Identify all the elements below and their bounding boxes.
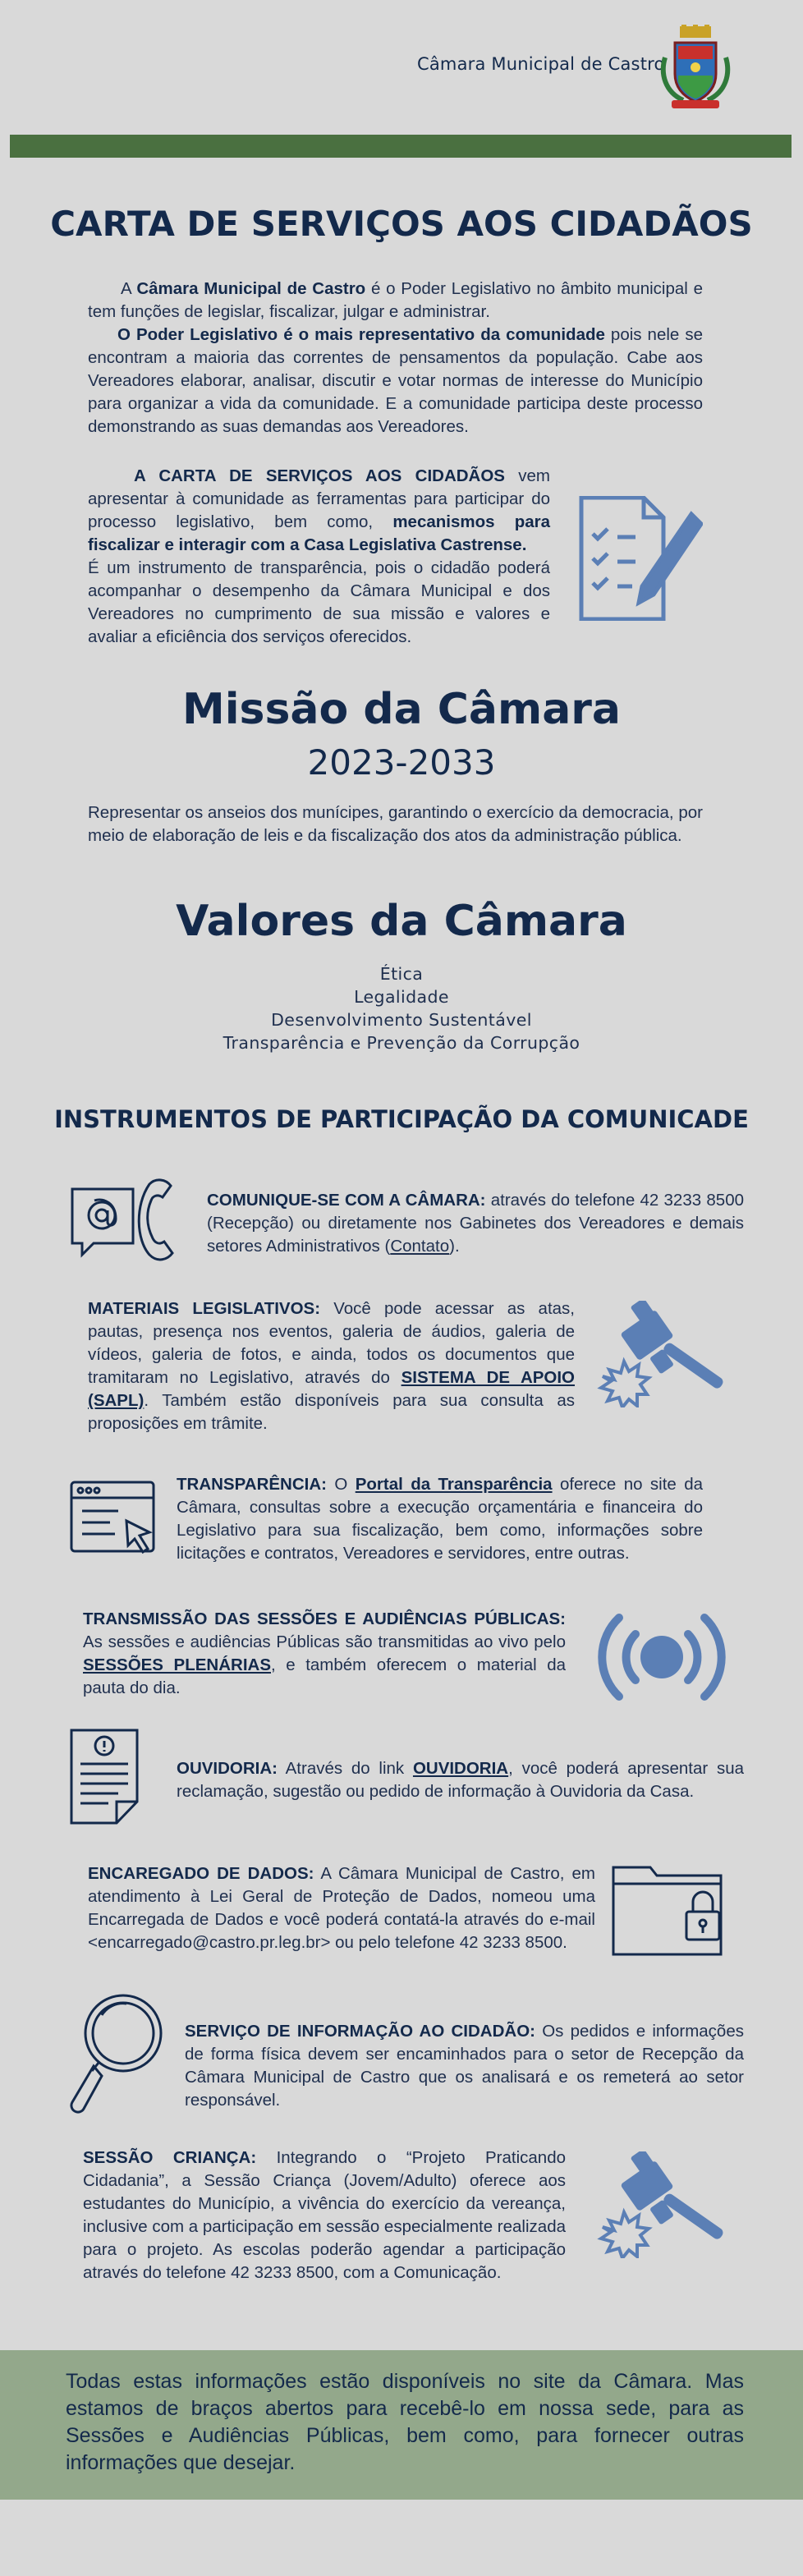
carta-paragraph [88, 465, 550, 649]
comunique-label: COMUNIQUE-SE COM A CÂMARA: [207, 1191, 486, 1210]
valor-item: Transparência e Prevenção da Corrupção [223, 1033, 580, 1053]
transparencia-end: oferece no site da Câmara, consultas sobre a execução orçamentária e financeira do Legislativo para sua fiscalização, bem como, informações sobre licitações e contratos, Vereadores e servidores, entre outras. [177, 1475, 703, 1563]
intro-p2-rest: pois nele se encontram a maioria das correntes de pensamentos da população. Cabe aos Vereadores elaborar, analisar, discutir e votar normas de interesse do Município para organizar a vida da comunidade. E a comunidade participa deste processo demonstrando as suas demandas aos Vereadores. [88, 325, 703, 436]
sapl-link[interactable]: SISTEMA DE APOIO (SAPL) [88, 1368, 576, 1410]
sic-body: Os pedidos e informações de forma física devem ser encaminhados para o setor de Recepção da Câmara Municipal de Castro que os analisará e os remeterá ao setor responsável. [185, 2022, 744, 2110]
missao-text: Representar os anseios dos munícipes, garantindo o exercício da democracia, por meio de elaboração de leis e da fiscalização dos atos da administração pública. [88, 803, 703, 845]
magnifier-icon [69, 1991, 167, 2115]
valor-item: Ética [379, 964, 424, 984]
report-document-icon [69, 1728, 140, 1826]
materiais-end: . Também estão disponíveis para sua consulta as proposições em trâmite. [88, 1391, 575, 1433]
header [0, 0, 803, 156]
materiais-body: Você pode acessar as atas, pautas, presença nos eventos, galeria de áudios, galeria de vídeos, galeria de fotos, e ainda, todos os documentos que tramitaram no Legislativo, através do [88, 1299, 575, 1387]
transparencia-text [177, 1473, 703, 1565]
ouvidoria-link[interactable]: OUVIDORIA [412, 1759, 509, 1778]
intro [88, 278, 703, 439]
valores-title: Valores da Câmara [176, 897, 627, 946]
carta-bold1: A CARTA DE SERVIÇOS AOS CIDADÃOS [134, 466, 505, 485]
instrumentos-title: INSTRUMENTOS DE PARTICIPAÇÃO DA COMUNICADE [54, 1105, 749, 1133]
transmissao-label: TRANSMISSÃO DAS SESSÕES E AUDIÊNCIAS PÚBLICAS: [83, 1609, 566, 1628]
ouvidoria-text [177, 1757, 744, 1803]
carta-p2: É um instrumento de transparência, pois o cidadão poderá acompanhar o desempenho da Câmara Municipal e dos Vereadores no cumprimento de sua missão e valores e avaliar a eficiência dos serviços oferecidos. [88, 558, 550, 646]
page-title: CARTA DE SERVIÇOS AOS CIDADÃOS [50, 204, 753, 244]
carta-p1 [88, 465, 550, 557]
carta-text1: vem apresentar à comunidade as ferramentas para participar do processo legislativo, bem como, [88, 466, 550, 531]
valor-item: Desenvolvimento Sustentável [271, 1010, 532, 1030]
footer-text: Todas estas informações estão disponíveis no site da Câmara. Mas estamos de braços abertos para recebê-lo em nossa sede, para as Sessões e Audiências Públicas, bem como, para fornecer outras informações que desejar. [66, 2370, 744, 2474]
carta-bold2: mecanismos para fiscalizar e interagir com a Casa Legislativa Castrense. [88, 512, 550, 554]
sic-label: SERVIÇO DE INFORMAÇÃO AO CIDADÃO: [185, 2022, 535, 2041]
broadcast-icon [598, 1606, 726, 1708]
materiais-text [88, 1297, 575, 1435]
gavel-icon [594, 2151, 734, 2258]
org-name: Câmara Municipal de Castro [417, 54, 665, 74]
transmissao-end: , e também oferecem o material da pauta do dia. [83, 1655, 567, 1697]
portal-transparencia-link[interactable]: Portal da Transparência [355, 1475, 553, 1494]
intro-p1-bold: Câmara Municipal de Castro [136, 279, 366, 298]
valores-list [0, 962, 803, 1054]
valor-item: Legalidade [354, 987, 449, 1007]
folder-lock-icon [611, 1861, 724, 1958]
intro-p1 [88, 278, 703, 324]
comunique-text [207, 1189, 744, 1258]
missao-years: 2023-2033 [307, 742, 496, 783]
comunique-body: através do telefone 42 3233 8500 (Recepção) ou diretamente nos Gabinetes dos Vereadores e demais setores Administrativos ( [207, 1191, 744, 1256]
encarregado-label: ENCAREGADO DE DADOS: [88, 1864, 314, 1883]
intro-p1-rest: é o Poder Legislativo no âmbito municipal e tem funções de legislar, fiscalizar, julgar e administrar. [88, 279, 703, 321]
transmissao-text [83, 1608, 566, 1700]
gavel-icon [594, 1301, 734, 1407]
sessoes-plenarias-link[interactable]: SESSÕES PLENÁRIAS [83, 1655, 271, 1674]
crianca-body: Integrando o “Projeto Praticando Cidadania”, a Sessão Criança (Jovem/Adulto) oferece aos estudantes do Município, a vivência do exercício da vereança, inclusive com a participação em sessão especialmente realizada para o projeto. As escolas poderão agendar a participação através do telefone 42 3233 8500, com a Comunicação. [83, 2148, 566, 2282]
intro-p2 [88, 324, 703, 439]
sic-text [185, 2020, 744, 2112]
crianca-text [83, 2147, 566, 2284]
transmissao-body: As sessões e audiências Públicas são transmitidas ao vivo pelo [83, 1632, 566, 1651]
header-band [10, 135, 792, 158]
phone-at-icon [69, 1178, 189, 1268]
transparencia-label: TRANSPARÊNCIA: [177, 1475, 327, 1494]
encarregado-text [88, 1862, 595, 1954]
materiais-label: MATERIAIS LEGISLATIVOS: [88, 1299, 321, 1318]
document-pen-icon [578, 496, 703, 621]
contato-link[interactable]: Contato [390, 1237, 450, 1256]
comunique-end: ). [449, 1237, 460, 1256]
ouvidoria-label: OUVIDORIA: [177, 1759, 278, 1778]
ouvidoria-end: , você poderá apresentar sua reclamação, sugestão ou pedido de informação à Ouvidoria da Casa. [177, 1759, 745, 1801]
coat-of-arms-icon [658, 25, 732, 112]
encarregado-body: A Câmara Municipal de Castro, em atendimento à Lei Geral de Proteção de Dados, nomeou uma Encarregada de Dados e você poderá contatá-la através do e-mail <encarregado@castro.pr.leg.br> ou pelo telefone 42 3233 8500. [88, 1864, 595, 1952]
intro-p2-bold: O Poder Legislativo é o mais representativo da comunidade [117, 325, 605, 344]
intro-p1-pre: A [121, 279, 137, 298]
footer-band [0, 2350, 803, 2500]
ouvidoria-pre: Através do link [278, 1759, 413, 1778]
transparencia-pre: O [326, 1475, 356, 1494]
missao-title: Missão da Câmara [181, 685, 622, 734]
browser-cursor-icon [69, 1480, 161, 1557]
crianca-label: SESSÃO CRIANÇA: [83, 2148, 257, 2167]
